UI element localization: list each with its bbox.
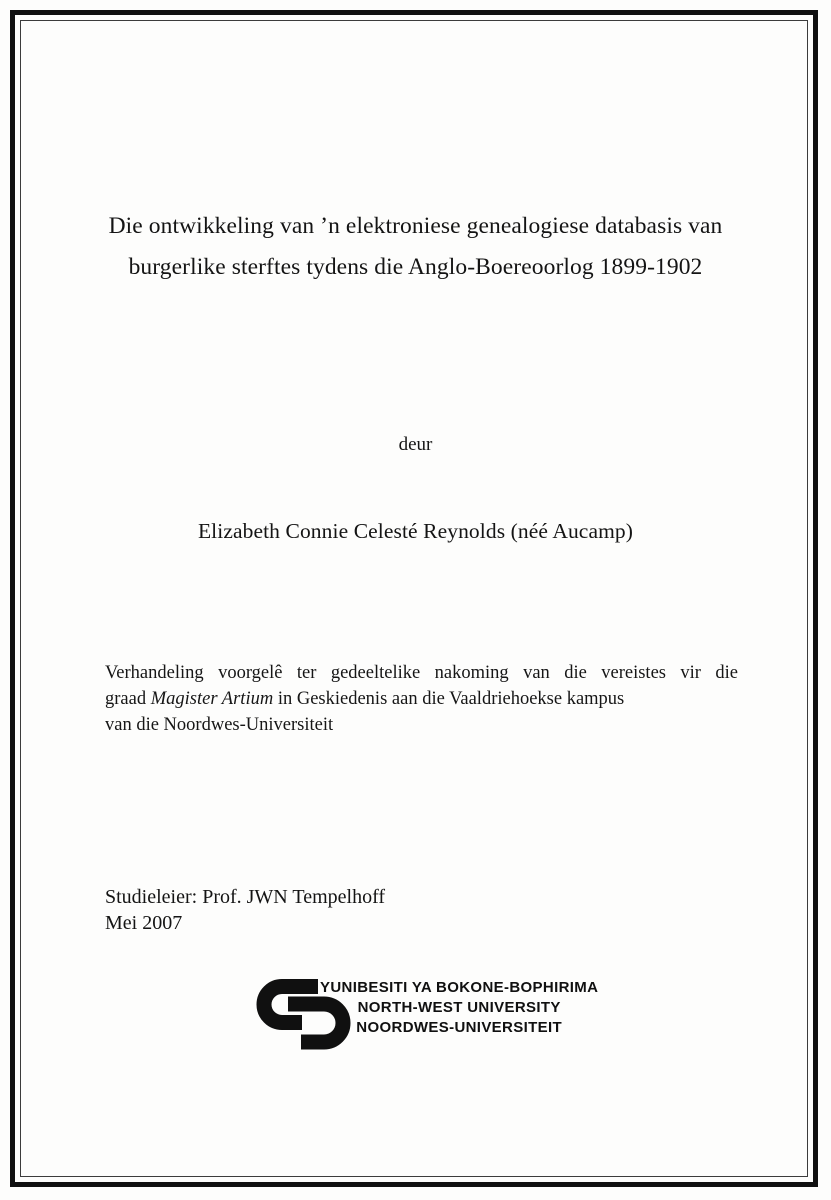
university-wordmark — [320, 977, 598, 1038]
degree-name-italic: Magister Artium — [150, 689, 274, 709]
submission-line3: van die Noordwes-Universiteit — [105, 715, 334, 735]
logo-setswana-name: YUNIBESITI YA BOKONE-BOPHIRIMA — [320, 979, 599, 996]
supervisor-line: Studieleier: Prof. JWN Tempelhoff — [105, 886, 386, 908]
university-logo — [255, 977, 598, 1051]
logo-english-name: NORTH-WEST UNIVERSITY — [357, 999, 561, 1016]
thesis-title — [60, 206, 771, 288]
author-name: Elizabeth Connie Celesté Reynolds (néé Aucamp) — [197, 519, 634, 543]
submission-line2 — [105, 686, 738, 712]
supervisor-block — [105, 884, 385, 936]
logo-afrikaans-name: NOORDWES-UNIVERSITEIT — [356, 1019, 562, 1036]
submission-line2-suffix: in Geskiedenis aan die Vaaldriehoekse kampus — [273, 689, 625, 709]
thesis-title-line1: Die ontwikkeling van ’n elektroniese genealogiese databasis van — [108, 213, 723, 239]
submission-line2-prefix: graad — [105, 689, 151, 709]
date-line: Mei 2007 — [105, 912, 183, 934]
submission-statement — [105, 660, 738, 738]
submission-line1 — [105, 660, 738, 686]
thesis-title-line2: burgerlike sterftes tydens die Anglo-Boereoorlog 1899-1902 — [128, 254, 703, 280]
byline-deur: deur — [398, 434, 433, 455]
submission-line1-text: Verhandeling voorgelê ter gedeeltelike nakoming van die vereistes vir die — [105, 663, 738, 683]
